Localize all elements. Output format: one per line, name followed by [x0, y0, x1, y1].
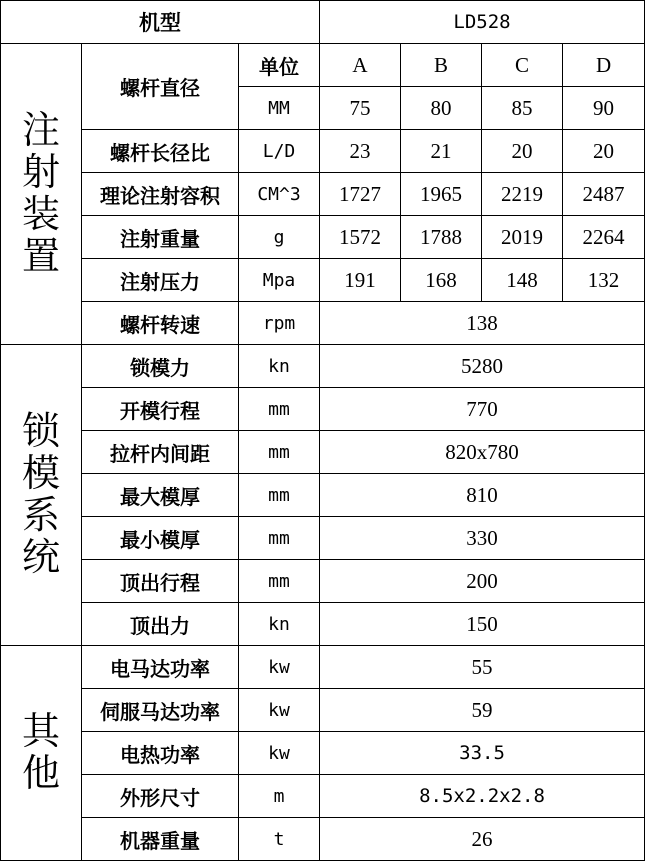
row-label: 电热功率 — [82, 732, 239, 775]
value-d: 2487 — [563, 173, 645, 216]
table-row — [1, 517, 645, 560]
unit-header: 单位 — [239, 44, 320, 87]
row-label: 理论注射容积 — [82, 173, 239, 216]
value-a: 191 — [320, 259, 401, 302]
table-row — [1, 732, 645, 775]
option-a: A — [320, 44, 401, 87]
row-label: 最小模厚 — [82, 517, 239, 560]
row-value: 59 — [320, 689, 645, 732]
row-label: 开模行程 — [82, 388, 239, 431]
row-value: 150 — [320, 603, 645, 646]
option-c: C — [482, 44, 563, 87]
row-value: 820x780 — [320, 431, 645, 474]
row-unit: kn — [239, 345, 320, 388]
row-label: 拉杆内间距 — [82, 431, 239, 474]
table-row — [1, 689, 645, 732]
row-value: 200 — [320, 560, 645, 603]
screw-diameter-unit: MM — [239, 87, 320, 130]
row-unit: mm — [239, 517, 320, 560]
table-row — [1, 345, 645, 388]
header-row — [1, 1, 645, 44]
table-row — [1, 560, 645, 603]
screw-diameter-d: 90 — [563, 87, 645, 130]
row-unit: Mpa — [239, 259, 320, 302]
section-other: 其 他 — [1, 646, 82, 861]
value-b: 1788 — [401, 216, 482, 259]
table-row — [1, 302, 645, 345]
row-label: 最大模厚 — [82, 474, 239, 517]
row-value: 33.5 — [320, 732, 645, 775]
value-a: 23 — [320, 130, 401, 173]
value-c: 2219 — [482, 173, 563, 216]
table-row — [1, 603, 645, 646]
row-label: 锁模力 — [82, 345, 239, 388]
value-b: 1965 — [401, 173, 482, 216]
value-d: 20 — [563, 130, 645, 173]
row-label: 顶出行程 — [82, 560, 239, 603]
table-row — [1, 259, 645, 302]
row-unit: mm — [239, 560, 320, 603]
row-unit: kn — [239, 603, 320, 646]
row-value: 330 — [320, 517, 645, 560]
table-row — [1, 130, 645, 173]
row-label: 螺杆长径比 — [82, 130, 239, 173]
model-label: 机型 — [1, 1, 320, 44]
row-unit: mm — [239, 388, 320, 431]
row-value: 810 — [320, 474, 645, 517]
value-c: 20 — [482, 130, 563, 173]
row-label: 伺服马达功率 — [82, 689, 239, 732]
row-label: 外形尺寸 — [82, 775, 239, 818]
option-b: B — [401, 44, 482, 87]
row-unit: kw — [239, 732, 320, 775]
value-b: 21 — [401, 130, 482, 173]
table-row — [1, 173, 645, 216]
option-d: D — [563, 44, 645, 87]
row-value: 770 — [320, 388, 645, 431]
value-d: 132 — [563, 259, 645, 302]
row-label: 顶出力 — [82, 603, 239, 646]
table-row — [1, 646, 645, 689]
section-clamping: 锁 模 系 统 — [1, 345, 82, 646]
row-unit: CM^3 — [239, 173, 320, 216]
row-unit: kw — [239, 689, 320, 732]
row-unit: rpm — [239, 302, 320, 345]
screw-diameter-b: 80 — [401, 87, 482, 130]
table-row — [1, 775, 645, 818]
row-label: 电马达功率 — [82, 646, 239, 689]
table-row — [1, 431, 645, 474]
value-c: 2019 — [482, 216, 563, 259]
row-value: 8.5x2.2x2.8 — [320, 775, 645, 818]
screw-diameter-label: 螺杆直径 — [82, 44, 239, 130]
value-d: 2264 — [563, 216, 645, 259]
table-row — [1, 818, 645, 861]
value-c: 148 — [482, 259, 563, 302]
row-unit: mm — [239, 431, 320, 474]
row-value: 5280 — [320, 345, 645, 388]
row-unit: mm — [239, 474, 320, 517]
screw-diameter-a: 75 — [320, 87, 401, 130]
row-value: 26 — [320, 818, 645, 861]
row-unit: kw — [239, 646, 320, 689]
screw-diameter-row-options — [1, 44, 645, 87]
table-row — [1, 216, 645, 259]
row-label: 注射重量 — [82, 216, 239, 259]
row-unit: t — [239, 818, 320, 861]
value-b: 168 — [401, 259, 482, 302]
value-a: 1727 — [320, 173, 401, 216]
row-unit: L/D — [239, 130, 320, 173]
row-value: 55 — [320, 646, 645, 689]
value-a: 1572 — [320, 216, 401, 259]
row-label: 机器重量 — [82, 818, 239, 861]
row-value: 138 — [320, 302, 645, 345]
row-unit: g — [239, 216, 320, 259]
section-injection: 注 射 装 置 — [1, 44, 82, 345]
table-row — [1, 388, 645, 431]
model-name: LD528 — [320, 1, 645, 44]
table-row — [1, 474, 645, 517]
row-label: 螺杆转速 — [82, 302, 239, 345]
row-label: 注射压力 — [82, 259, 239, 302]
screw-diameter-c: 85 — [482, 87, 563, 130]
row-unit: m — [239, 775, 320, 818]
